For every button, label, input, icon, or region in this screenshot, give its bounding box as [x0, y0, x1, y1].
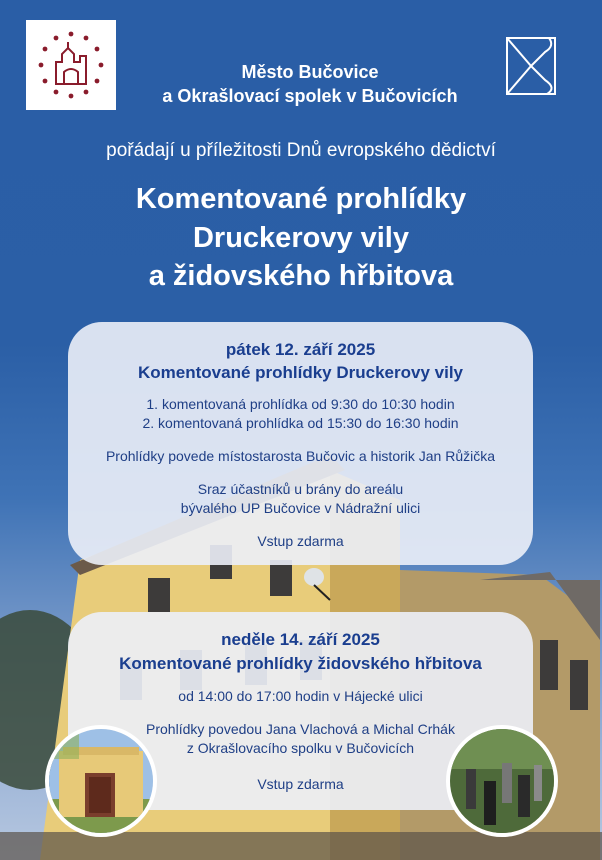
event1-meeting-line-2: bývalého UP Bučovice v Nádražní ulici: [180, 500, 421, 516]
event1-tour-1: 1. komentovaná prohlídka od 9:30 do 10:30 hodin: [146, 396, 455, 412]
event2-guide-line-2: z Okrašlovacího spolku v Bučovicích: [186, 740, 415, 756]
event2-time: od 14:00 do 17:00 hodin v Hájecké ulici: [178, 688, 423, 704]
cemetery-stones-photo: [446, 725, 558, 837]
organizer-line-1: Město Bučovice: [241, 62, 379, 82]
event-card-villa: [68, 322, 533, 565]
event1-date: pátek 12. září 2025: [225, 340, 376, 359]
event2-guide-line-1: Prohlídky povedou Jana Vlachová a Michal Crhák: [146, 721, 455, 737]
castle-stars-icon: [26, 20, 116, 110]
event1-tour-2: 2. komentovaná prohlídka od 15:30 do 16:30 hodin: [142, 415, 459, 431]
event1-guide: Prohlídky povede místostarosta Bučovic a historik Jan Růžička: [105, 448, 496, 464]
city-logo: [26, 20, 116, 110]
cemetery-gate-photo: [45, 725, 157, 837]
kb-logo-icon: [505, 36, 557, 96]
organizer-line-2: a Okrašlovací spolek v Bučovicích: [162, 86, 458, 106]
event2-entry: Vstup zdarma: [257, 776, 344, 792]
event1-meeting-line-1: Sraz účastníků u brány do areálu: [197, 481, 404, 497]
main-title-line-2: Druckerovy vily: [192, 222, 409, 254]
main-title-line-3: a židovského hřbitova: [148, 260, 454, 292]
event2-date: neděle 14. září 2025: [221, 630, 380, 649]
event2-title: Komentované prohlídky židovského hřbitova: [119, 654, 482, 673]
subtitle: pořádají u příležitosti Dnů evropského dědictví: [106, 140, 496, 161]
event1-title: Komentované prohlídky Druckerovy vily: [138, 363, 463, 382]
event1-entry: Vstup zdarma: [257, 533, 344, 549]
main-title-line-1: Komentované prohlídky: [135, 183, 467, 215]
